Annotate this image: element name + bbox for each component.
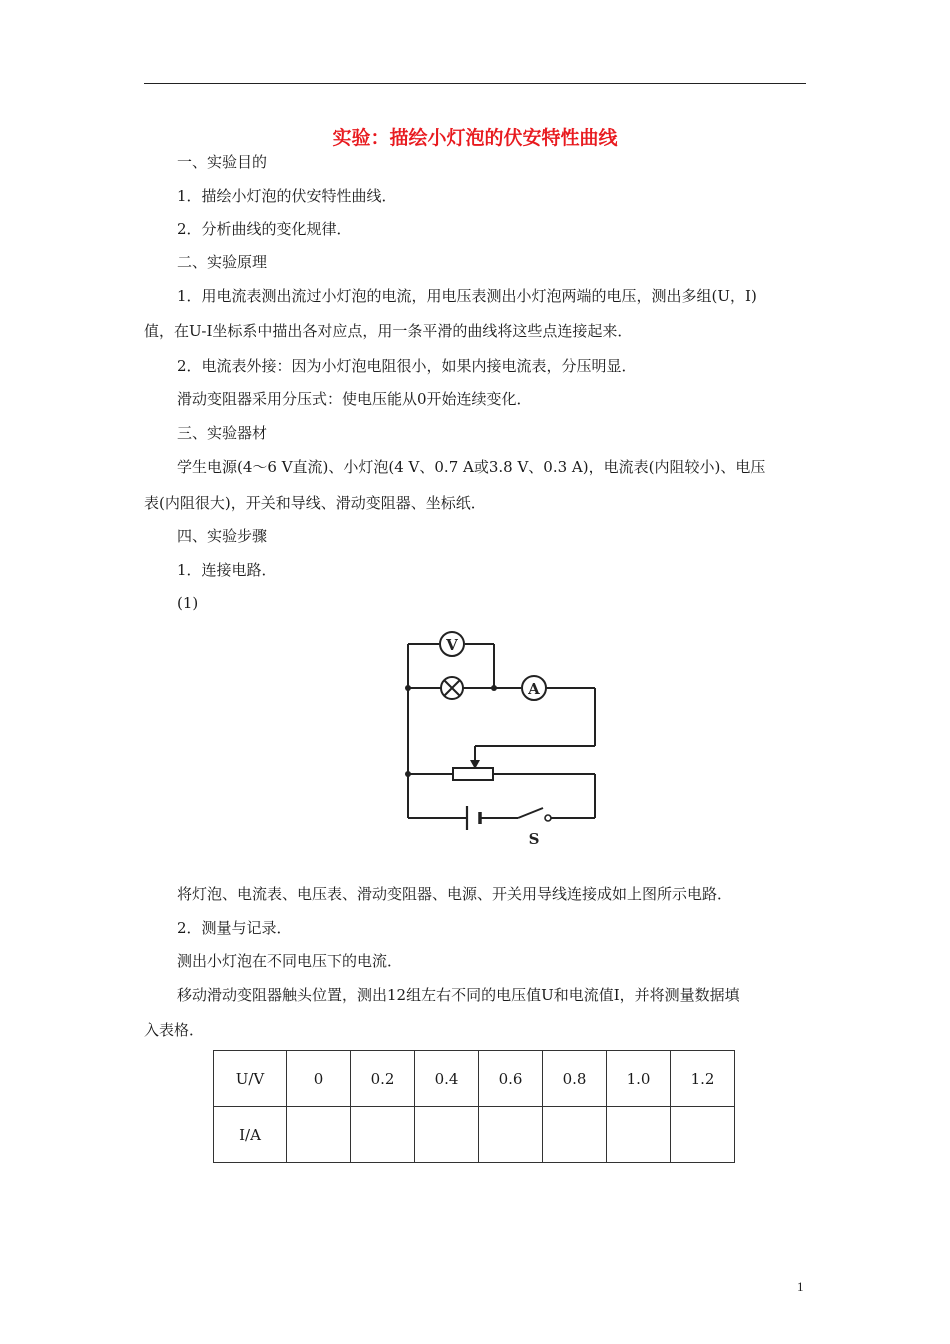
section-heading-purpose: 一、实验目的 bbox=[177, 153, 268, 171]
table-cell: 0.2 bbox=[351, 1051, 415, 1107]
table-header-current: I/A bbox=[214, 1107, 287, 1163]
circuit-diagram bbox=[398, 626, 603, 851]
header-rule bbox=[144, 83, 806, 84]
junction-dot bbox=[405, 771, 411, 777]
page-title: 实验：描绘小灯泡的伏安特性曲线 bbox=[332, 127, 618, 149]
table-row-current bbox=[214, 1107, 735, 1163]
switch-blade-icon bbox=[518, 808, 543, 818]
measurement-table bbox=[213, 1050, 735, 1163]
section-heading-equipment: 三、实验器材 bbox=[177, 424, 268, 442]
page-number: 1 bbox=[797, 1279, 804, 1294]
table-cell: 1.0 bbox=[607, 1051, 671, 1107]
step-1: 1．连接电路． bbox=[177, 561, 277, 579]
junction-dot bbox=[491, 685, 497, 691]
principle-p2: 2．电流表外接：因为小灯泡电阻很小，如果内接电流表，分压明显． bbox=[177, 357, 637, 375]
equipment-line1: 学生电源(4～6 V直流)、小灯泡(4 V、0.7 A或3.8 V、0.3 A)，电流表(内阻较小)、电压 bbox=[177, 458, 766, 476]
step-1-sub: (1) bbox=[177, 594, 199, 612]
table-cell bbox=[671, 1107, 735, 1163]
table-cell bbox=[479, 1107, 543, 1163]
purpose-item-2: 2．分析曲线的变化规律． bbox=[177, 220, 352, 238]
switch-label: S bbox=[528, 830, 540, 848]
table-row-voltage bbox=[214, 1051, 735, 1107]
principle-p3: 滑动变阻器采用分压式：使电压能从0开始连续变化． bbox=[177, 390, 532, 408]
step-2-p2-line2: 入表格． bbox=[144, 1021, 205, 1039]
principle-p1-line2: 值，在U-I坐标系中描出各对应点，用一条平滑的曲线将这些点连接起来． bbox=[144, 322, 633, 340]
table-header-voltage: U/V bbox=[214, 1051, 287, 1107]
table-cell bbox=[415, 1107, 479, 1163]
circuit-caption: 将灯泡、电流表、电压表、滑动变阻器、电源、开关用导线连接成如上图所示电路． bbox=[177, 885, 733, 903]
principle-p1-line1: 1．用电流表测出流过小灯泡的电流，用电压表测出小灯泡两端的电压，测出多组(U，I) bbox=[177, 287, 757, 305]
equipment-line2: 表(内阻很大)，开关和导线、滑动变阻器、坐标纸． bbox=[144, 494, 486, 512]
voltmeter-label: V bbox=[446, 636, 458, 654]
table-cell bbox=[607, 1107, 671, 1163]
section-heading-principle: 二、实验原理 bbox=[177, 253, 268, 271]
table-cell bbox=[287, 1107, 351, 1163]
section-heading-steps: 四、实验步骤 bbox=[177, 527, 268, 545]
junction-dot bbox=[405, 685, 411, 691]
purpose-item-1: 1．描绘小灯泡的伏安特性曲线． bbox=[177, 187, 397, 205]
step-2-p1: 测出小灯泡在不同电压下的电流． bbox=[177, 952, 403, 970]
ammeter-label: A bbox=[528, 680, 540, 698]
table-cell bbox=[351, 1107, 415, 1163]
table-cell: 0 bbox=[287, 1051, 351, 1107]
table-cell bbox=[543, 1107, 607, 1163]
table-cell: 1.2 bbox=[671, 1051, 735, 1107]
switch-contact-icon bbox=[545, 815, 551, 821]
table-cell: 0.8 bbox=[543, 1051, 607, 1107]
rheostat-icon bbox=[453, 768, 493, 780]
step-2-p2-line1: 移动滑动变阻器触头位置，测出12组左右不同的电压值U和电流值I，并将测量数据填 bbox=[177, 986, 740, 1004]
table-cell: 0.4 bbox=[415, 1051, 479, 1107]
step-2: 2．测量与记录． bbox=[177, 919, 292, 937]
table-cell: 0.6 bbox=[479, 1051, 543, 1107]
